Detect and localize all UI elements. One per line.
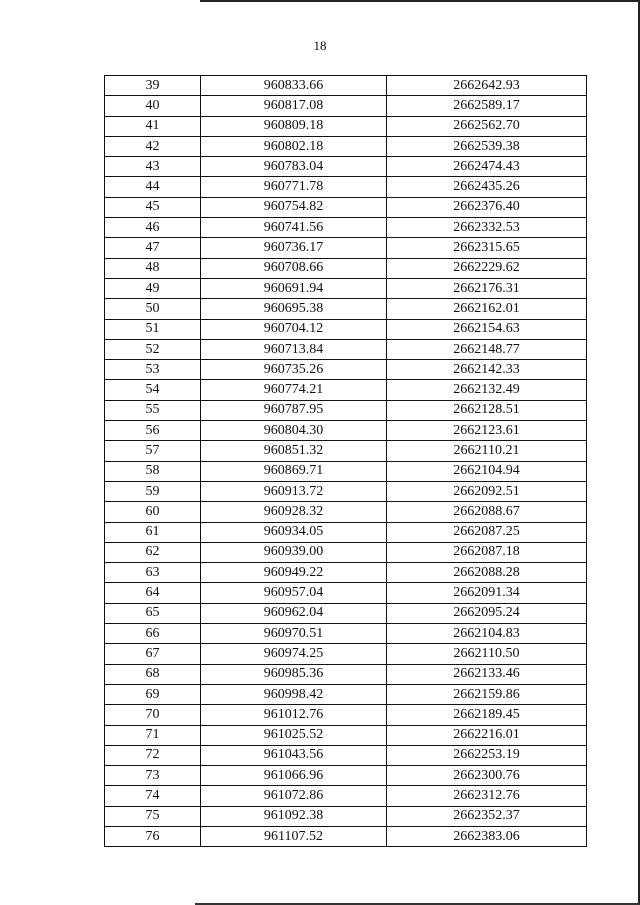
y-coordinate-cell: 2662128.51	[387, 400, 587, 420]
point-number-cell: 74	[105, 786, 201, 806]
point-number-cell: 62	[105, 542, 201, 562]
point-number-cell: 47	[105, 238, 201, 258]
x-coordinate-cell: 961012.76	[201, 705, 387, 725]
x-coordinate-cell: 960708.66	[201, 258, 387, 278]
y-coordinate-cell: 2662159.86	[387, 684, 587, 704]
table-row	[105, 76, 587, 96]
x-coordinate-cell: 961072.86	[201, 786, 387, 806]
x-coordinate-cell: 960809.18	[201, 116, 387, 136]
point-number-cell: 39	[105, 76, 201, 96]
y-coordinate-cell: 2662176.31	[387, 278, 587, 298]
x-coordinate-cell: 960949.22	[201, 563, 387, 583]
table-row	[105, 278, 587, 298]
y-coordinate-cell: 2662189.45	[387, 705, 587, 725]
y-coordinate-cell: 2662095.24	[387, 603, 587, 623]
x-coordinate-cell: 960928.32	[201, 502, 387, 522]
y-coordinate-cell: 2662300.76	[387, 766, 587, 786]
point-number-cell: 41	[105, 116, 201, 136]
y-coordinate-cell: 2662589.17	[387, 96, 587, 116]
table-row	[105, 745, 587, 765]
y-coordinate-cell: 2662383.06	[387, 826, 587, 846]
y-coordinate-cell: 2662312.76	[387, 786, 587, 806]
y-coordinate-cell: 2662253.19	[387, 745, 587, 765]
y-coordinate-cell: 2662132.49	[387, 380, 587, 400]
y-coordinate-cell: 2662332.53	[387, 218, 587, 238]
y-coordinate-cell: 2662091.34	[387, 583, 587, 603]
x-coordinate-cell: 960787.95	[201, 400, 387, 420]
x-coordinate-cell: 960939.00	[201, 542, 387, 562]
y-coordinate-cell: 2662087.18	[387, 542, 587, 562]
table-row	[105, 238, 587, 258]
x-coordinate-cell: 960802.18	[201, 136, 387, 156]
coordinate-table	[104, 75, 587, 847]
y-coordinate-cell: 2662154.63	[387, 319, 587, 339]
x-coordinate-cell: 960754.82	[201, 197, 387, 217]
y-coordinate-cell: 2662315.65	[387, 238, 587, 258]
table-row	[105, 339, 587, 359]
x-coordinate-cell: 960913.72	[201, 481, 387, 501]
table-row	[105, 360, 587, 380]
table-row	[105, 157, 587, 177]
point-number-cell: 52	[105, 339, 201, 359]
point-number-cell: 59	[105, 481, 201, 501]
point-number-cell: 46	[105, 218, 201, 238]
point-number-cell: 53	[105, 360, 201, 380]
table-row	[105, 583, 587, 603]
table-row	[105, 502, 587, 522]
table-row	[105, 766, 587, 786]
y-coordinate-cell: 2662087.25	[387, 522, 587, 542]
table-row	[105, 380, 587, 400]
x-coordinate-cell: 960998.42	[201, 684, 387, 704]
x-coordinate-cell: 960771.78	[201, 177, 387, 197]
x-coordinate-cell: 960804.30	[201, 421, 387, 441]
y-coordinate-cell: 2662376.40	[387, 197, 587, 217]
x-coordinate-cell: 960736.17	[201, 238, 387, 258]
y-coordinate-cell: 2662110.21	[387, 441, 587, 461]
x-coordinate-cell: 961066.96	[201, 766, 387, 786]
point-number-cell: 40	[105, 96, 201, 116]
x-coordinate-cell: 960774.21	[201, 380, 387, 400]
point-number-cell: 76	[105, 826, 201, 846]
point-number-cell: 51	[105, 319, 201, 339]
table-row	[105, 603, 587, 623]
point-number-cell: 54	[105, 380, 201, 400]
x-coordinate-cell: 960735.26	[201, 360, 387, 380]
y-coordinate-cell: 2662092.51	[387, 481, 587, 501]
table-row	[105, 136, 587, 156]
y-coordinate-cell: 2662088.67	[387, 502, 587, 522]
table-row	[105, 705, 587, 725]
table-row	[105, 299, 587, 319]
point-number-cell: 75	[105, 806, 201, 826]
x-coordinate-cell: 960817.08	[201, 96, 387, 116]
table-row	[105, 684, 587, 704]
y-coordinate-cell: 2662148.77	[387, 339, 587, 359]
point-number-cell: 56	[105, 421, 201, 441]
table-row	[105, 258, 587, 278]
x-coordinate-cell: 960783.04	[201, 157, 387, 177]
x-coordinate-cell: 961092.38	[201, 806, 387, 826]
table-row	[105, 116, 587, 136]
x-coordinate-cell: 960869.71	[201, 461, 387, 481]
table-row	[105, 786, 587, 806]
point-number-cell: 66	[105, 624, 201, 644]
x-coordinate-cell: 960934.05	[201, 522, 387, 542]
y-coordinate-cell: 2662562.70	[387, 116, 587, 136]
y-coordinate-cell: 2662216.01	[387, 725, 587, 745]
y-coordinate-cell: 2662474.43	[387, 157, 587, 177]
y-coordinate-cell: 2662123.61	[387, 421, 587, 441]
table-row	[105, 197, 587, 217]
x-coordinate-cell: 960741.56	[201, 218, 387, 238]
point-number-cell: 63	[105, 563, 201, 583]
x-coordinate-cell: 960833.66	[201, 76, 387, 96]
point-number-cell: 55	[105, 400, 201, 420]
x-coordinate-cell: 961043.56	[201, 745, 387, 765]
table-row	[105, 624, 587, 644]
point-number-cell: 65	[105, 603, 201, 623]
x-coordinate-cell: 960957.04	[201, 583, 387, 603]
point-number-cell: 69	[105, 684, 201, 704]
y-coordinate-cell: 2662539.38	[387, 136, 587, 156]
point-number-cell: 68	[105, 664, 201, 684]
point-number-cell: 42	[105, 136, 201, 156]
x-coordinate-cell: 960695.38	[201, 299, 387, 319]
table-row	[105, 481, 587, 501]
point-number-cell: 57	[105, 441, 201, 461]
x-coordinate-cell: 960970.51	[201, 624, 387, 644]
table-row	[105, 664, 587, 684]
table-row	[105, 563, 587, 583]
point-number-cell: 58	[105, 461, 201, 481]
y-coordinate-cell: 2662229.62	[387, 258, 587, 278]
x-coordinate-cell: 960713.84	[201, 339, 387, 359]
table-row	[105, 400, 587, 420]
x-coordinate-cell: 960974.25	[201, 644, 387, 664]
point-number-cell: 71	[105, 725, 201, 745]
page-number: 18	[313, 38, 327, 53]
table-row	[105, 806, 587, 826]
table-row	[105, 218, 587, 238]
table-row	[105, 319, 587, 339]
y-coordinate-cell: 2662435.26	[387, 177, 587, 197]
point-number-cell: 49	[105, 278, 201, 298]
point-number-cell: 50	[105, 299, 201, 319]
point-number-cell: 61	[105, 522, 201, 542]
y-coordinate-cell: 2662110.50	[387, 644, 587, 664]
table-row	[105, 421, 587, 441]
y-coordinate-cell: 2662162.01	[387, 299, 587, 319]
x-coordinate-cell: 960704.12	[201, 319, 387, 339]
point-number-cell: 44	[105, 177, 201, 197]
x-coordinate-cell: 960851.32	[201, 441, 387, 461]
table-row	[105, 826, 587, 846]
y-coordinate-cell: 2662352.37	[387, 806, 587, 826]
coordinate-table-body	[105, 76, 587, 847]
x-coordinate-cell: 960691.94	[201, 278, 387, 298]
point-number-cell: 72	[105, 745, 201, 765]
point-number-cell: 43	[105, 157, 201, 177]
table-row	[105, 96, 587, 116]
point-number-cell: 70	[105, 705, 201, 725]
x-coordinate-cell: 961107.52	[201, 826, 387, 846]
y-coordinate-cell: 2662104.94	[387, 461, 587, 481]
table-row	[105, 542, 587, 562]
y-coordinate-cell: 2662088.28	[387, 563, 587, 583]
point-number-cell: 73	[105, 766, 201, 786]
table-row	[105, 644, 587, 664]
scan-edge-top	[200, 0, 640, 2]
y-coordinate-cell: 2662104.83	[387, 624, 587, 644]
point-number-cell: 45	[105, 197, 201, 217]
table-row	[105, 725, 587, 745]
x-coordinate-cell: 961025.52	[201, 725, 387, 745]
x-coordinate-cell: 960962.04	[201, 603, 387, 623]
table-row	[105, 177, 587, 197]
y-coordinate-cell: 2662142.33	[387, 360, 587, 380]
y-coordinate-cell: 2662133.46	[387, 664, 587, 684]
point-number-cell: 64	[105, 583, 201, 603]
table-row	[105, 441, 587, 461]
point-number-cell: 48	[105, 258, 201, 278]
point-number-cell: 60	[105, 502, 201, 522]
point-number-cell: 67	[105, 644, 201, 664]
table-row	[105, 522, 587, 542]
y-coordinate-cell: 2662642.93	[387, 76, 587, 96]
table-row	[105, 461, 587, 481]
x-coordinate-cell: 960985.36	[201, 664, 387, 684]
